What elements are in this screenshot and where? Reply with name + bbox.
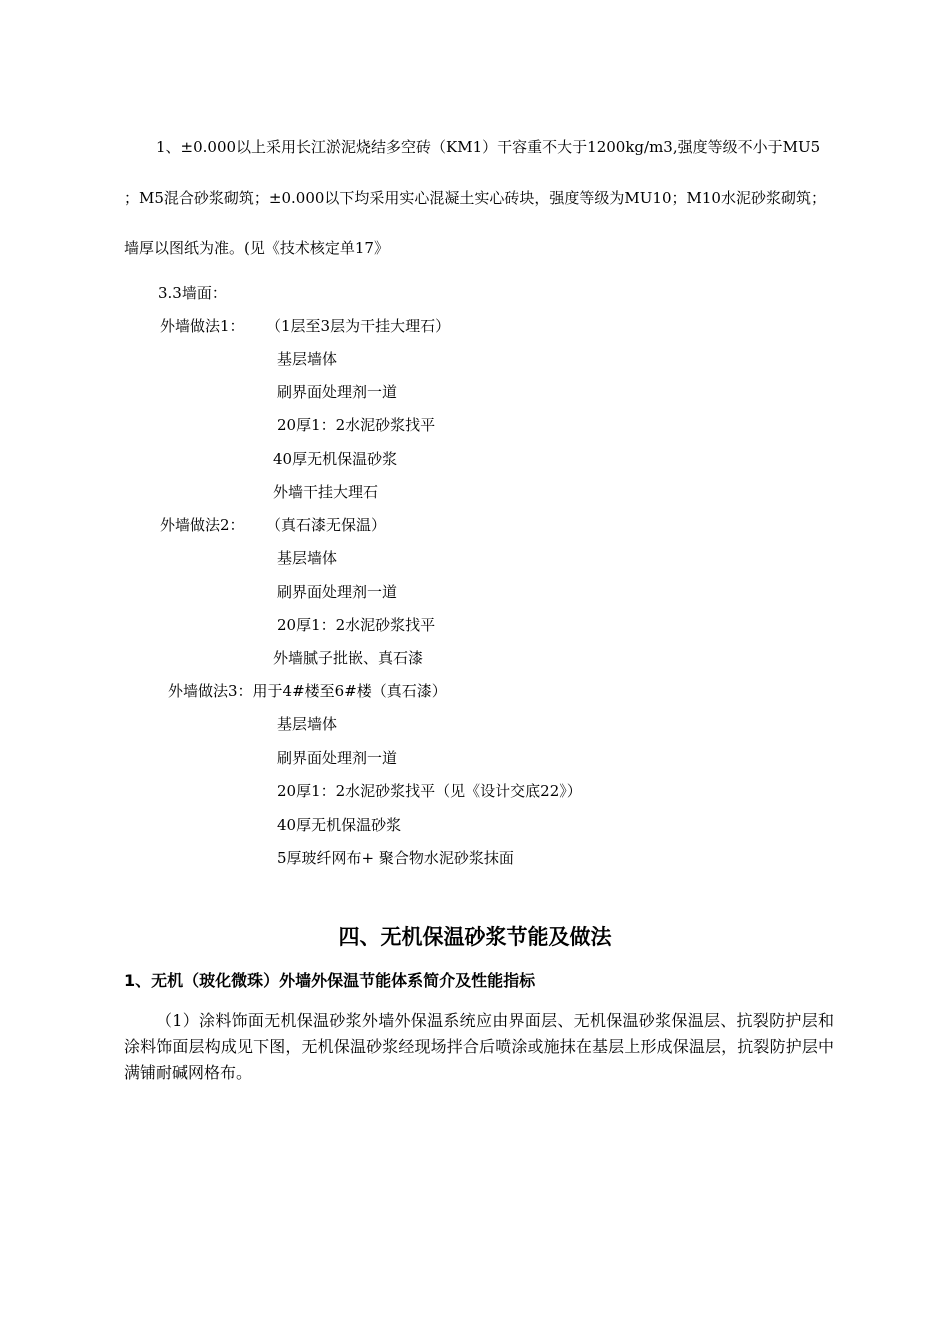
method3-step: 基层墙体 <box>277 715 338 733</box>
method3-step: 40厚无机保温砂浆 <box>277 816 402 834</box>
method3-step: 20厚1：2水泥砂浆找平（见《设计交底22》） <box>277 782 582 800</box>
section-title: 四、无机保温砂浆节能及做法 <box>338 925 612 949</box>
method3-step: 刷界面处理剂一道 <box>277 749 398 767</box>
material-line-1: 1、±0.000以上采用长江淤泥烧结多空砖（KM1）干容重不大于1200kg/m3,强度等级不小于MU5 <box>156 138 821 156</box>
method3-step: 5厚玻纤网布+ 聚合物水泥砂浆抹面 <box>277 849 514 867</box>
method1-step: 40厚无机保温砂浆 <box>273 450 398 468</box>
method1-step: 刷界面处理剂一道 <box>277 383 398 401</box>
method2-step: 外墙腻子批嵌、真石漆 <box>273 649 424 667</box>
method2-label: 外墙做法2： <box>160 516 245 534</box>
method1-step: 20厚1：2水泥砂浆找平 <box>277 416 436 434</box>
method1-step: 外墙干挂大理石 <box>273 483 379 501</box>
wall-surface-heading: 3.3墙面： <box>158 284 227 302</box>
material-line-3: 墙厚以图纸为准。(见《技术核定单17》 <box>124 239 389 257</box>
method3-label: 外墙做法3：用于4#楼至6#楼（真石漆） <box>168 682 447 700</box>
method2-note: （真石漆无保温） <box>266 516 387 534</box>
method2-step: 20厚1：2水泥砂浆找平 <box>277 616 436 634</box>
method1-note: （1层至3层为干挂大理石） <box>266 317 451 335</box>
method2-step: 基层墙体 <box>277 549 338 567</box>
section-subtitle: 1、无机（玻化微珠）外墙外保温节能体系简介及性能指标 <box>124 971 536 990</box>
material-line-2: ；M5混合砂浆砌筑；±0.000以下均采用实心混凝土实心砖块，强度等级为MU10；M10水泥砂浆砌筑； <box>124 189 826 207</box>
method1-label: 外墙做法1： <box>160 317 245 335</box>
section-paragraph: （1）涂料饰面无机保温砂浆外墙外保温系统应由界面层、无机保温砂浆保温层、抗裂防护层和涂料饰面层构成见下图，无机保温砂浆经现场拌合后喷涂或施抹在基层上形成保温层，抗裂防护层中满铺耐碱网格布。 <box>124 1011 834 1082</box>
method2-step: 刷界面处理剂一道 <box>277 583 398 601</box>
method1-step: 基层墙体 <box>277 350 338 368</box>
